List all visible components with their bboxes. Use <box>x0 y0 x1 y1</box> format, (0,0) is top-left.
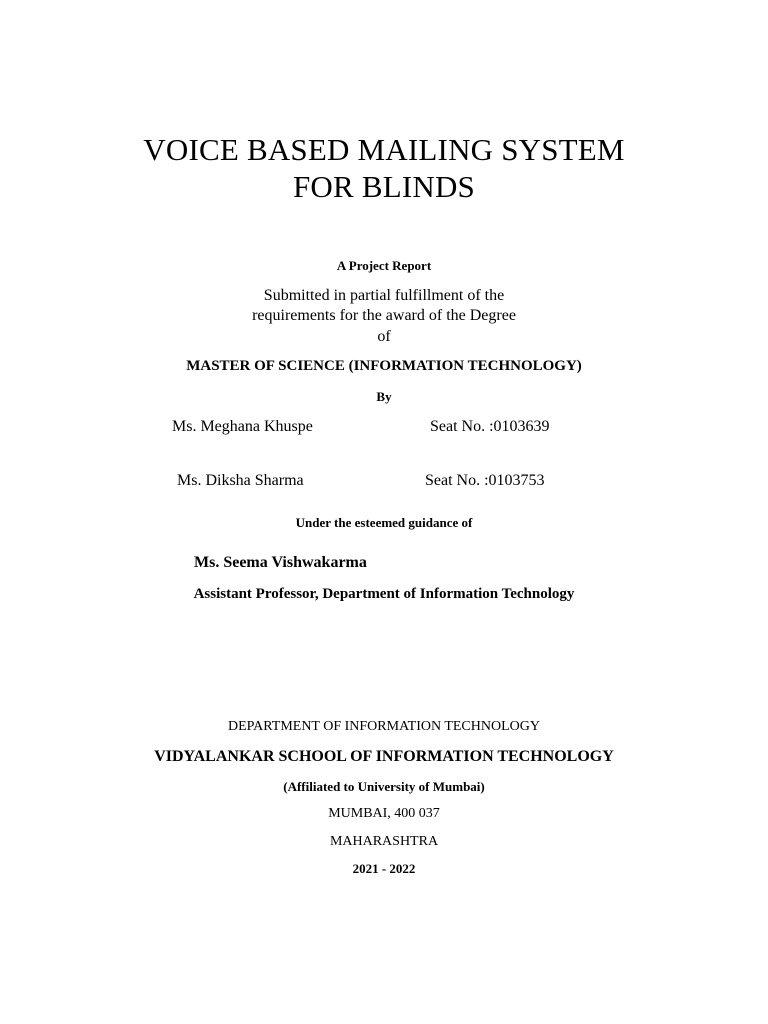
guide-designation: Assistant Professor, Department of Information Technology <box>193 586 575 602</box>
submission-line-2: requirements for the award of the Degree <box>252 307 516 324</box>
student-1-name: Ms. Meghana Khuspe <box>172 418 313 435</box>
affiliation: (Affiliated to University of Mumbai) <box>283 779 485 794</box>
student-2-name: Ms. Diksha Sharma <box>177 472 304 489</box>
school-name: VIDYALANKAR SCHOOL OF INFORMATION TECHNOLOGY <box>154 748 614 765</box>
degree-title: MASTER OF SCIENCE (INFORMATION TECHNOLOGY) <box>186 358 582 374</box>
department-name: DEPARTMENT OF INFORMATION TECHNOLOGY <box>228 719 540 734</box>
title-line-2: FOR BLINDS <box>292 169 475 204</box>
guidance-label: Under the esteemed guidance of <box>295 515 473 530</box>
submission-line-1: Submitted in partial fulfillment of the <box>263 287 505 304</box>
city: MUMBAI, 400 037 <box>328 806 440 821</box>
student-2-seat: Seat No. :0103753 <box>425 472 545 489</box>
academic-year: 2021 - 2022 <box>352 861 416 876</box>
title-line-1: VOICE BASED MAILING SYSTEM <box>143 132 625 167</box>
student-1-seat: Seat No. :0103639 <box>430 418 550 435</box>
guide-name: Ms. Seema Vishwakarma <box>194 554 367 571</box>
state: MAHARASHTRA <box>329 834 439 849</box>
by-label: By <box>376 389 392 404</box>
submission-line-3: of <box>377 328 391 345</box>
report-type: A Project Report <box>336 258 432 273</box>
